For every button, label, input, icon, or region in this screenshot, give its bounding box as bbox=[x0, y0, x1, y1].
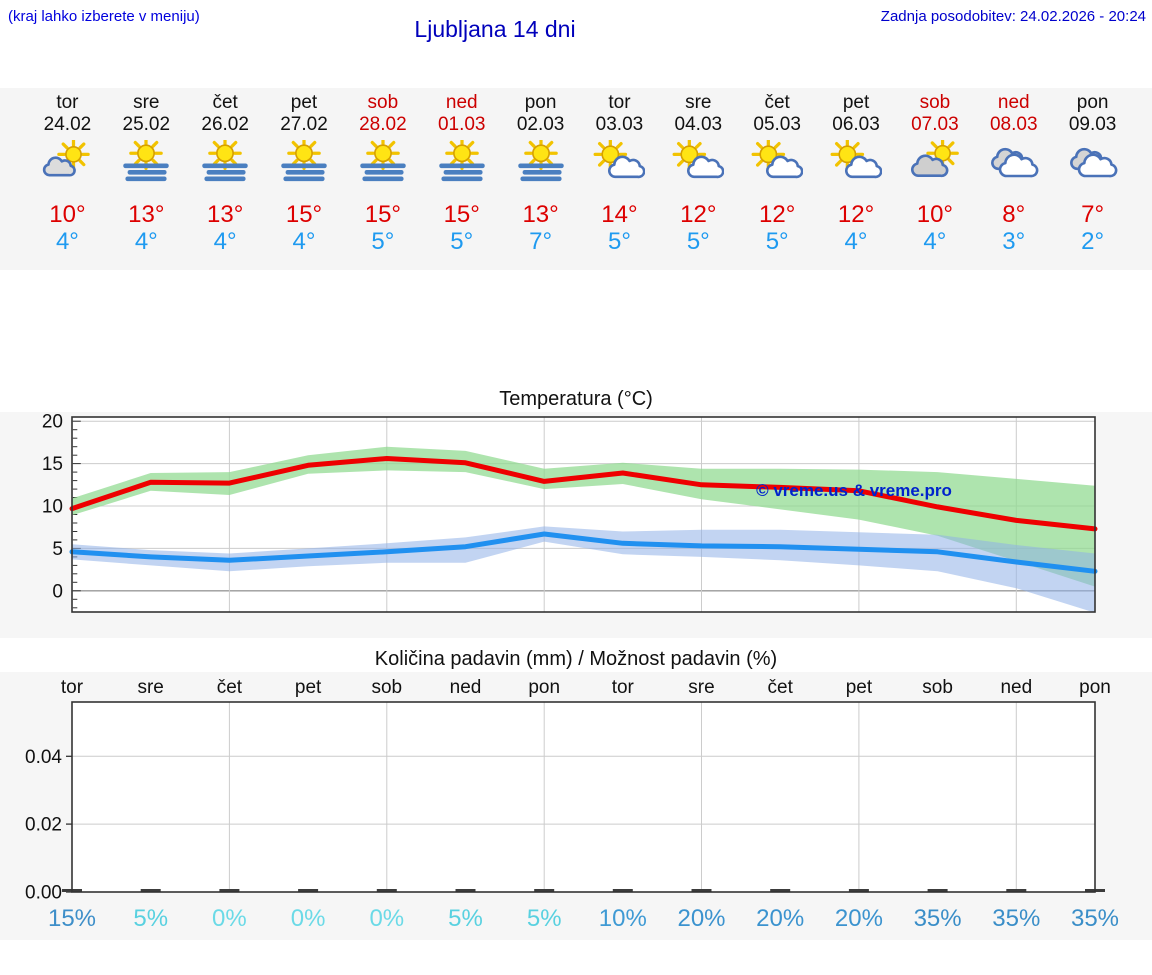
sun-fog-icon bbox=[343, 140, 422, 188]
low-temp: 7° bbox=[529, 228, 553, 255]
page-title: Ljubljana 14 dni bbox=[414, 16, 576, 42]
forecast-day[interactable] bbox=[28, 88, 107, 270]
high-temp: 10° bbox=[916, 201, 954, 228]
precip-day-label: pon bbox=[1079, 677, 1111, 698]
low-temp: 5° bbox=[450, 228, 474, 255]
precip-y-tick: 0.04 bbox=[25, 746, 62, 768]
forecast-day[interactable] bbox=[659, 88, 738, 270]
sun-fog-icon bbox=[501, 140, 580, 188]
precip-probability: 5% bbox=[448, 905, 483, 932]
watermark: © vreme.us & vreme.pro bbox=[756, 481, 952, 500]
sun-fog-icon bbox=[186, 140, 265, 188]
sun-behind-cloud-icon bbox=[28, 140, 107, 188]
day-date: 06.03 bbox=[832, 114, 880, 135]
precip-day-label: sob bbox=[371, 677, 403, 698]
precip-probability: 10% bbox=[598, 905, 647, 932]
high-temp: 15° bbox=[364, 201, 402, 228]
day-date: 04.03 bbox=[674, 114, 723, 135]
sun-with-cloud-icon bbox=[738, 140, 817, 188]
low-temp: 4° bbox=[134, 228, 158, 255]
day-name: tor bbox=[56, 92, 79, 113]
day-name: sre bbox=[685, 92, 712, 113]
day-date: 05.03 bbox=[753, 114, 801, 135]
day-date: 24.02 bbox=[43, 114, 92, 135]
precip-y-tick: 0.00 bbox=[25, 882, 62, 904]
low-temp: 5° bbox=[371, 228, 395, 255]
day-name: sob bbox=[919, 92, 951, 113]
forecast-day[interactable] bbox=[1053, 88, 1132, 270]
temperature-chart bbox=[0, 412, 1152, 638]
day-date: 27.02 bbox=[280, 114, 328, 135]
sun-with-cloud-icon bbox=[580, 140, 659, 188]
forecast-strip bbox=[0, 88, 1152, 270]
precip-probability: 0% bbox=[212, 905, 247, 932]
forecast-day[interactable] bbox=[501, 88, 580, 270]
precip-day-label: čet bbox=[767, 677, 793, 698]
last-update-text: Zadnja posodobitev: 24.02.2026 - 20:24 bbox=[880, 8, 1146, 25]
high-temp: 12° bbox=[837, 201, 875, 228]
precip-day-label: čet bbox=[216, 677, 243, 698]
temp-y-tick: 10 bbox=[41, 496, 63, 518]
precip-day-label: pet bbox=[845, 677, 873, 698]
forecast-day[interactable] bbox=[343, 88, 422, 270]
precip-probability: 5% bbox=[133, 905, 169, 932]
cloudy-icon bbox=[1053, 140, 1132, 188]
precipitation-chart bbox=[0, 672, 1152, 940]
low-temp: 5° bbox=[686, 228, 710, 255]
low-temp: 4° bbox=[213, 228, 237, 255]
temperature-chart-title: Temperatura (°C) bbox=[499, 388, 653, 410]
low-temp: 5° bbox=[607, 228, 631, 255]
sun-fog-icon bbox=[265, 140, 344, 188]
forecast-day[interactable] bbox=[186, 88, 265, 270]
day-date: 25.02 bbox=[122, 114, 171, 135]
day-date: 08.03 bbox=[989, 114, 1038, 135]
location-menu-hint[interactable]: (kraj lahko izberete v meniju) bbox=[8, 8, 200, 25]
precip-probability: 5% bbox=[526, 905, 562, 932]
sun-with-cloud-icon bbox=[817, 140, 896, 188]
precip-probability: 35% bbox=[992, 905, 1041, 932]
day-date: 26.02 bbox=[201, 114, 249, 135]
precip-probability: 20% bbox=[677, 905, 726, 932]
day-date: 28.02 bbox=[359, 114, 407, 135]
low-temp: 4° bbox=[292, 228, 316, 255]
forecast-day[interactable] bbox=[265, 88, 344, 270]
precip-day-label: ned bbox=[449, 677, 482, 698]
day-date: 09.03 bbox=[1068, 114, 1117, 135]
day-name: pet bbox=[842, 92, 870, 113]
temp-y-tick: 0 bbox=[52, 581, 63, 603]
high-temp: 13° bbox=[522, 201, 559, 228]
high-temp: 13° bbox=[207, 201, 244, 228]
day-name: sre bbox=[133, 92, 160, 113]
high-temp: 8° bbox=[1002, 201, 1026, 228]
day-date: 02.03 bbox=[516, 114, 565, 135]
precip-y-tick: 0.02 bbox=[25, 814, 62, 836]
forecast-day[interactable] bbox=[895, 88, 974, 270]
precip-day-label: ned bbox=[1000, 677, 1033, 698]
precip-probability: 35% bbox=[913, 905, 962, 932]
high-temp: 10° bbox=[49, 201, 86, 228]
cloud-with-sun-icon bbox=[895, 140, 974, 188]
day-name: pet bbox=[290, 92, 318, 113]
high-temp: 12° bbox=[759, 201, 796, 228]
high-temp: 15° bbox=[285, 201, 323, 228]
precip-day-label: tor bbox=[611, 677, 634, 698]
day-name: pon bbox=[1076, 92, 1109, 113]
day-name: tor bbox=[608, 92, 631, 113]
header bbox=[0, 0, 1152, 88]
cloudy-icon bbox=[974, 140, 1053, 188]
day-name: čet bbox=[212, 92, 238, 113]
precip-probability: 35% bbox=[1070, 905, 1120, 932]
sun-fog-icon bbox=[422, 140, 501, 188]
low-temp: 2° bbox=[1081, 228, 1105, 255]
day-date: 01.03 bbox=[437, 114, 486, 135]
low-temp: 4° bbox=[55, 228, 79, 255]
precip-day-label: sre bbox=[688, 677, 715, 698]
day-name: sob bbox=[367, 92, 399, 113]
forecast-day[interactable] bbox=[580, 88, 659, 270]
low-temp: 4° bbox=[923, 228, 947, 255]
high-temp: 7° bbox=[1081, 201, 1105, 228]
forecast-day[interactable] bbox=[974, 88, 1053, 270]
precip-probability: 20% bbox=[834, 905, 883, 932]
forecast-day[interactable] bbox=[107, 88, 186, 270]
forecast-day[interactable] bbox=[738, 88, 817, 270]
precip-day-label: tor bbox=[60, 677, 84, 698]
temp-y-tick: 5 bbox=[52, 538, 63, 560]
precip-probability: 15% bbox=[47, 905, 97, 932]
low-temp: 3° bbox=[1002, 228, 1026, 255]
temp-y-tick: 20 bbox=[41, 412, 63, 433]
low-temp: 5° bbox=[765, 228, 789, 255]
precipitation-chart-title: Količina padavin (mm) / Možnost padavin (%) bbox=[374, 648, 778, 670]
temp-y-tick: 15 bbox=[41, 454, 63, 476]
high-temp: 12° bbox=[680, 201, 717, 228]
day-name: čet bbox=[764, 92, 790, 113]
precip-day-label: sob bbox=[922, 677, 953, 698]
day-name: pon bbox=[524, 92, 557, 113]
precip-probability: 0% bbox=[290, 905, 326, 932]
high-temp: 13° bbox=[128, 201, 165, 228]
day-name: ned bbox=[997, 92, 1030, 113]
precip-day-label: pet bbox=[294, 677, 322, 698]
day-date: 07.03 bbox=[911, 114, 959, 135]
day-name: ned bbox=[445, 92, 478, 113]
sun-with-cloud-icon bbox=[659, 140, 738, 188]
sun-fog-icon bbox=[107, 140, 186, 188]
high-temp: 14° bbox=[601, 201, 638, 228]
high-temp: 15° bbox=[443, 201, 480, 228]
low-temp: 4° bbox=[844, 228, 868, 255]
day-date: 03.03 bbox=[595, 114, 644, 135]
precip-probability: 20% bbox=[756, 905, 805, 932]
forecast-day[interactable] bbox=[422, 88, 501, 270]
precip-day-label: sre bbox=[137, 677, 164, 698]
precip-day-label: pon bbox=[528, 677, 561, 698]
forecast-day[interactable] bbox=[817, 88, 896, 270]
precip-probability: 0% bbox=[369, 905, 405, 932]
